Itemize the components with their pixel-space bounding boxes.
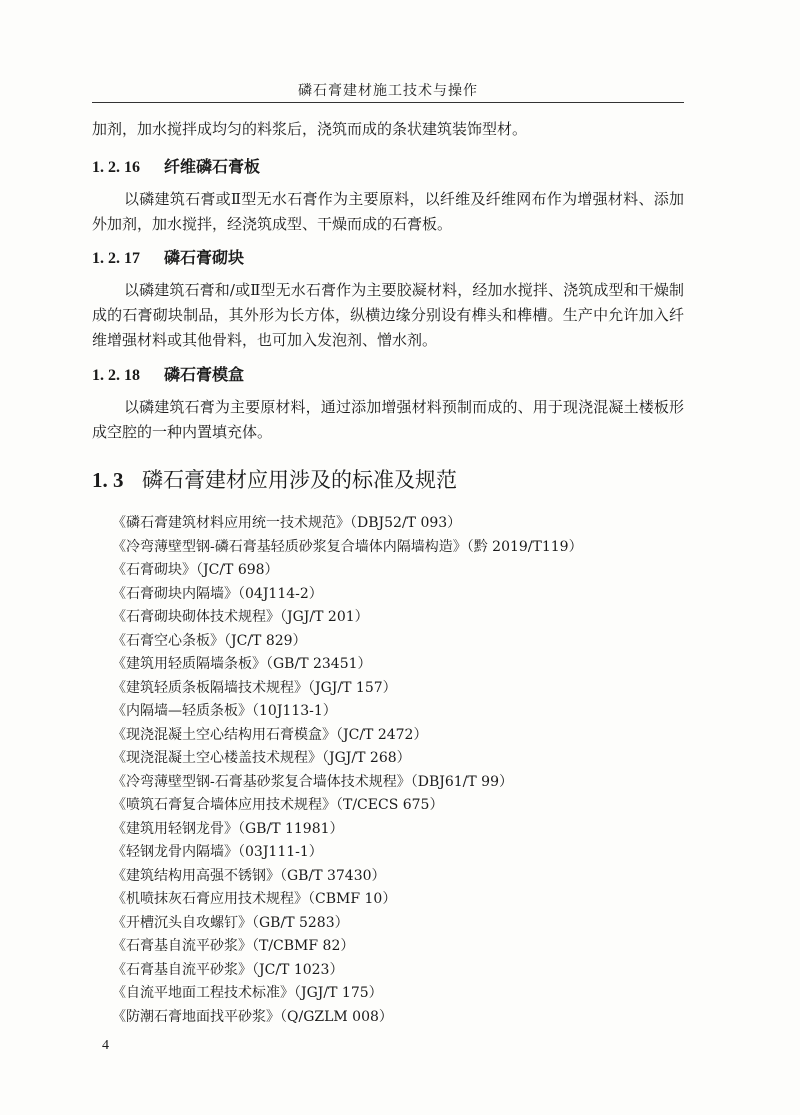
standard-item: 《建筑结构用高强不锈钢》（GB/T 37430）: [112, 867, 386, 884]
standard-item: 《石膏砌块》（JC/T 698）: [112, 562, 279, 578]
chapter-title: 磷石膏建材应用涉及的标准及规范: [142, 468, 457, 492]
section-body-1-2-18: [92, 395, 684, 445]
running-header: 磷石膏建材施工技术与操作: [298, 83, 478, 99]
standard-item: 《石膏砌块内隔墙》（04J114-2）: [112, 585, 323, 602]
section-title: 纤维磷石膏板: [164, 157, 261, 176]
section-text: 以磷建筑石膏或Ⅱ型无水石膏作为主要原料，以纤维及纤维网布作为增强材料、添加外加剂，加水搅拌，经浇筑成型、干燥而成的石膏板。: [92, 190, 684, 233]
page-number: 4: [102, 1038, 109, 1053]
section-heading-1-2-17: [92, 245, 244, 268]
section-number: 1. 2. 17: [92, 250, 140, 267]
section-title: 磷石膏模盒: [164, 365, 245, 384]
standards-list: [112, 512, 672, 1029]
standard-item: 《现浇混凝土空心结构用石膏模盒》（JC/T 2472）: [112, 726, 428, 743]
standard-item: 《石膏空心条板》（JC/T 829）: [112, 632, 307, 649]
standard-item: 《开槽沉头自攻螺钉》（GB/T 5283）: [112, 914, 349, 931]
intro-paragraph: [92, 117, 684, 142]
chapter-number: 1. 3: [92, 468, 124, 492]
standard-item: 《防潮石膏地面找平砂浆》（Q/GZLM 008）: [112, 1008, 393, 1025]
section-body-1-2-16: [92, 187, 684, 237]
standard-item: 《石膏基自流平砂浆》（JC/T 1023）: [112, 961, 344, 978]
standard-item: 《石膏砌块砌体技术规程》（JGJ/T 201）: [112, 609, 369, 625]
standard-item: 《冷弯薄壁型钢-磷石膏基轻质砂浆复合墙体内隔墙构造》（黔 2019/T119）: [112, 538, 583, 555]
section-body-1-2-17: [92, 278, 684, 353]
standard-item: 《现浇混凝土空心楼盖技术规程》（JGJ/T 268）: [112, 750, 411, 766]
section-title: 磷石膏砌块: [164, 248, 245, 267]
standard-item: 《磷石膏建筑材料应用统一技术规范》（DBJ52/T 093）: [112, 515, 462, 531]
section-text: 以磷建筑石膏和/或Ⅱ型无水石膏作为主要胶凝材料，经加水搅拌、浇筑成型和干燥制成的石膏砌块制品，其外形为长方体，纵横边缘分别设有榫头和榫槽。生产中允许加入纤维增强材料或其他骨料，也可加入发泡剂、憎水剂。: [92, 281, 684, 349]
standard-item: 《建筑用轻质隔墙条板》（GB/T 23451）: [112, 656, 372, 672]
chapter-heading-1-3: [92, 464, 457, 494]
standard-item: 《石膏基自流平砂浆》（T/CBMF 82）: [112, 938, 355, 954]
section-heading-1-2-16: [92, 154, 260, 177]
standard-item: 《喷筑石膏复合墙体应用技术规程》（T/CECS 675）: [112, 797, 444, 813]
section-number: 1. 2. 18: [92, 367, 140, 384]
section-heading-1-2-18: [92, 362, 244, 385]
standard-item: 《内隔墙—轻质条板》（10J113-1）: [112, 703, 337, 719]
standard-item: 《建筑轻质条板隔墙技术规程》（JGJ/T 157）: [112, 679, 397, 696]
section-text: 以磷建筑石膏为主要原材料，通过添加增强材料预制而成的、用于现浇混凝土楼板形成空腔的一种内置填充体。: [92, 398, 684, 441]
intro-text: 加剂，加水搅拌成均匀的料浆后，浇筑而成的条状建筑装饰型材。: [92, 120, 528, 138]
standard-item: 《机喷抹灰石膏应用技术规程》（CBMF 10）: [112, 891, 397, 907]
standard-item: 《建筑用轻钢龙骨》（GB/T 11981）: [112, 820, 344, 837]
header-rule: [92, 102, 684, 103]
standard-item: 《轻钢龙骨内隔墙》（03J111-1）: [112, 844, 323, 860]
section-number: 1. 2. 16: [92, 159, 140, 176]
standard-item: 《自流平地面工程技术标准》（JGJ/T 175）: [112, 985, 383, 1001]
standard-item: 《冷弯薄壁型钢-石膏基砂浆复合墙体技术规程》（DBJ61/T 99）: [112, 773, 513, 790]
